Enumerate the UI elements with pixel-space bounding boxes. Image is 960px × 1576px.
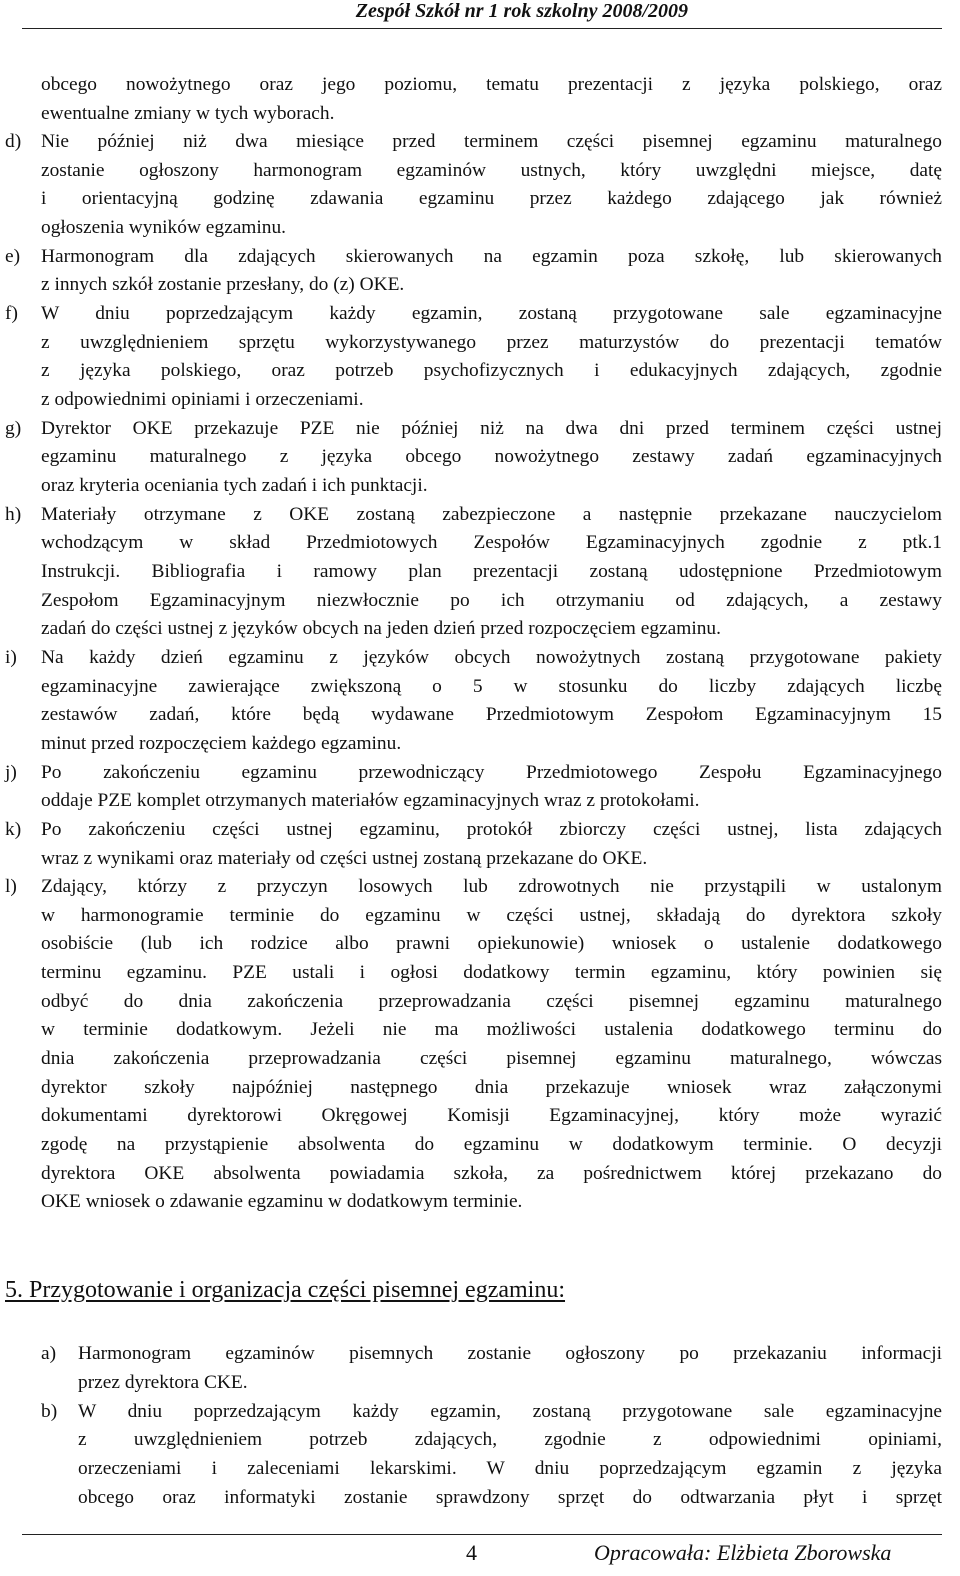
item-label: g) bbox=[5, 418, 22, 439]
item-label: d) bbox=[5, 131, 22, 152]
item-line: dyrektora OKE absolwenta powiadamia szkoła, za pośrednictwem której przekazano do bbox=[41, 1163, 942, 1184]
item-label: i) bbox=[5, 647, 17, 668]
item-line: zgodę na przystąpienie absolwenta do egzaminu w dodatkowym terminie. O decyzji bbox=[41, 1134, 942, 1155]
item-line: Harmonogram egzaminów pisemnych zostanie ogłoszony po przekazaniu informacji bbox=[78, 1343, 942, 1364]
item-line: zestawów zadań, które będą wydawane Przedmiotowym Zespołom Egzaminacyjnym 15 bbox=[41, 704, 942, 725]
item-line: Nie później niż dwa miesiące przed terminem części pisemnej egzaminu maturalnego bbox=[41, 131, 942, 152]
item-line: z uwzględnieniem sprzętu wykorzystywanego przez maturzystów do prezentacji tematów bbox=[41, 332, 942, 353]
item-label: k) bbox=[5, 819, 22, 840]
item-line: z odpowiednimi opiniami i orzeczeniami. bbox=[41, 389, 364, 410]
item-line: odbyć do dnia zakończenia przeprowadzania części pisemnej egzaminu maturalnego bbox=[41, 991, 942, 1012]
item-line: osobiście (lub ich rodzice albo prawni opiekunowie) wniosek o ustalenie dodatkowego bbox=[41, 933, 942, 954]
footer-rule bbox=[22, 1534, 942, 1535]
item-line: dyrektor szkoły najpóźniej następnego dnia przekazuje wniosek wraz załączonymi bbox=[41, 1077, 942, 1098]
continuation-line: ewentualne zmiany w tych wyborach. bbox=[41, 103, 335, 124]
item-line: Zespołom Egzaminacyjnym niezwłocznie po ich otrzymaniu od zdających, a zestawy bbox=[41, 590, 942, 611]
item-line: OKE wniosek o zdawanie egzaminu w dodatkowym terminie. bbox=[41, 1191, 523, 1212]
item-line: Instrukcji. Bibliografia i ramowy plan prezentacji zostaną udostępnione Przedmiotowym bbox=[41, 561, 942, 582]
item-line: orzeczeniami i zaleceniami lekarskimi. W dniu poprzedzającym egzamin z języka bbox=[78, 1458, 942, 1479]
item-line: z uwzględnieniem potrzeb zdających, zgodnie z odpowiednimi opiniami, bbox=[78, 1429, 942, 1450]
item-line: Materiały otrzymane z OKE zostaną zabezpieczone a następnie przekazane nauczycielom bbox=[41, 504, 942, 525]
header-title: Zespół Szkół nr 1 rok szkolny 2008/2009 bbox=[355, 0, 688, 22]
item-line: terminu egzaminu. PZE ustali i ogłosi dodatkowy termin egzaminu, który powinien się bbox=[41, 962, 942, 983]
item-line: Po zakończeniu egzaminu przewodniczący Przedmiotowego Zespołu Egzaminacyjnego bbox=[41, 762, 942, 783]
item-line: obcego oraz informatyki zostanie sprawdzony sprzęt do odtwarzania płyt i sprzęt bbox=[78, 1487, 942, 1508]
page-header bbox=[0, 0, 960, 30]
item-line: przez dyrektora CKE. bbox=[78, 1372, 248, 1393]
item-line: wraz z wynikami oraz materiały od części ustnej zostaną przekazane do OKE. bbox=[41, 848, 648, 869]
author-credit: Opracowała: Elżbieta Zborowska bbox=[594, 1540, 892, 1565]
item-line: w terminie dodatkowym. Jeżeli nie ma możliwości ustalenia dodatkowego terminu do bbox=[41, 1019, 942, 1040]
item-line: zostanie ogłoszony harmonogram egzaminów ustnych, który uwzględni miejsce, datę bbox=[41, 160, 942, 181]
item-line: dokumentami dyrektorowi Okręgowej Komisji Egzaminacyjnej, który może wyrazić bbox=[41, 1105, 942, 1126]
item-line: Harmonogram dla zdających skierowanych na egzamin poza szkołę, lub skierowanych bbox=[41, 246, 942, 267]
item-label: l) bbox=[5, 876, 17, 897]
item-line: W dniu poprzedzającym każdy egzamin, zostaną przygotowane sale egzaminacyjne bbox=[41, 303, 942, 324]
section-heading: 5. Przygotowanie i organizacja części pisemnej egzaminu: bbox=[5, 1277, 566, 1303]
item-line: minut przed rozpoczęciem każdego egzaminu. bbox=[41, 733, 402, 754]
item-line: ogłoszenia wyników egzaminu. bbox=[41, 217, 287, 238]
item-label: j) bbox=[5, 762, 17, 783]
item-line: oddaje PZE komplet otrzymanych materiałów egzaminacyjnych wraz z protokołami. bbox=[41, 790, 700, 811]
item-line: egzaminacyjne zawierające zwiększoną o 5 w stosunku do liczby zdających liczbę bbox=[41, 676, 942, 697]
item-line: w harmonogramie terminie do egzaminu w części ustnej, składają do dyrektora szkoły bbox=[41, 905, 942, 926]
item-label: f) bbox=[5, 303, 18, 324]
item-line: Dyrektor OKE przekazuje PZE nie później niż na dwa dni przed terminem części ustnej bbox=[41, 418, 942, 439]
continuation-line: obcego nowożytnego oraz jego poziomu, tematu prezentacji z języka polskiego, oraz bbox=[41, 74, 942, 95]
header-rule bbox=[22, 28, 942, 29]
item-label: h) bbox=[5, 504, 22, 525]
item-label: a) bbox=[41, 1343, 57, 1364]
item-line: z innych szkół zostanie przesłany, do (z) OKE. bbox=[41, 274, 405, 295]
item-label: b) bbox=[41, 1401, 58, 1422]
item-line: z języka polskiego, oraz potrzeb psychofizycznych i edukacyjnych zdających, zgodnie bbox=[41, 360, 942, 381]
item-line: i orientacyjną godzinę zdawania egzaminu przez każdego zdającego jak również bbox=[41, 188, 942, 209]
item-line: Zdający, którzy z przyczyn losowych lub zdrowotnych nie przystąpili w ustalonym bbox=[41, 876, 942, 897]
item-line: wchodzącym w skład Przedmiotowych Zespołów Egzaminacyjnych zgodnie z ptk.1 bbox=[41, 532, 942, 553]
item-line: dnia zakończenia przeprowadzania części pisemnej egzaminu maturalnego, wówczas bbox=[41, 1048, 942, 1069]
page-number: 4 bbox=[466, 1540, 477, 1565]
item-label: e) bbox=[5, 246, 21, 267]
item-line: zadań do części ustnej z języków obcych na jeden dzień przed rozpoczęciem egzaminu. bbox=[41, 618, 721, 639]
item-line: egzaminu maturalnego z języka obcego nowożytnego zestawy zadań egzaminacyjnych bbox=[41, 446, 942, 467]
item-line: Na każdy dzień egzaminu z języków obcych nowożytnych zostaną przygotowane pakiety bbox=[41, 647, 942, 668]
item-line: W dniu poprzedzającym każdy egzamin, zostaną przygotowane sale egzaminacyjne bbox=[78, 1401, 942, 1422]
item-line: oraz kryteria oceniania tych zadań i ich punktacji. bbox=[41, 475, 428, 496]
item-line: Po zakończeniu części ustnej egzaminu, protokół zbiorczy części ustnej, lista zdających bbox=[41, 819, 942, 840]
